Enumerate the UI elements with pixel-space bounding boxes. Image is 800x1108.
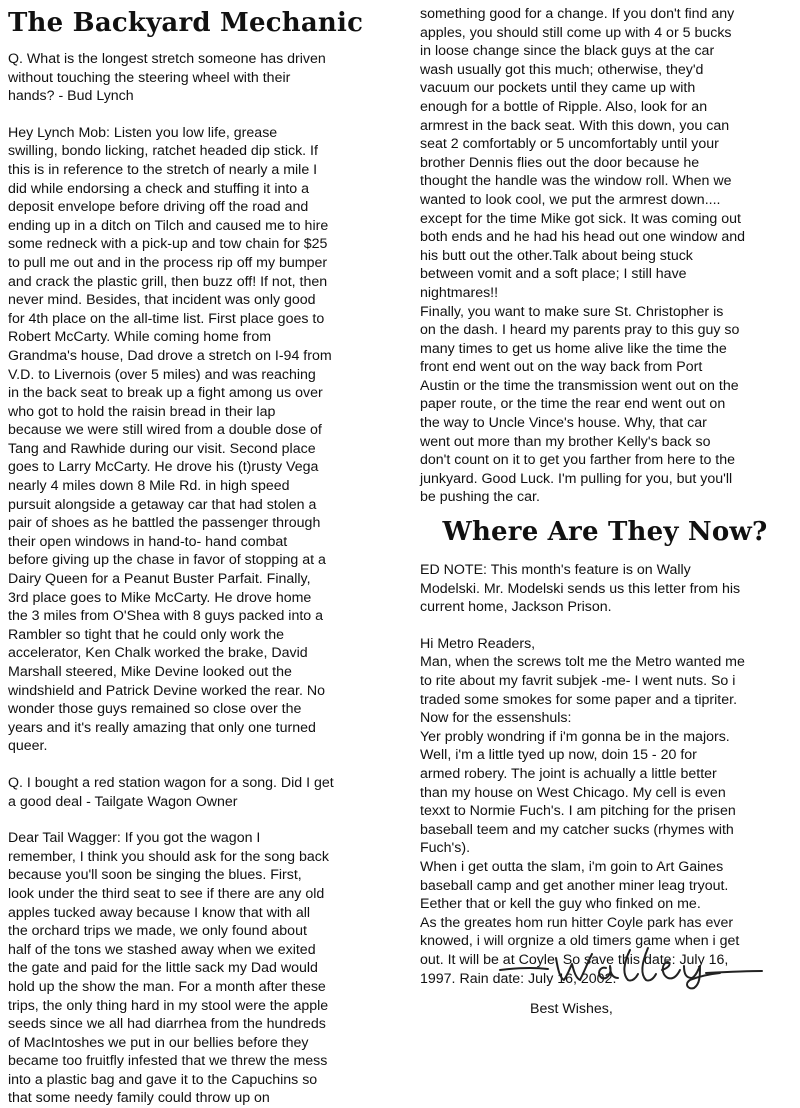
text-line: Man, when the screws tolt me the Metro wanted me [420,654,745,671]
text-line: current home, Jackson Prison. [420,599,612,616]
text-line: their open windows in hand-to- hand combat [8,533,288,550]
where-are-they-now-title: Where Are They Now? [442,517,768,548]
text-line: 1997. Rain date: July 16, 2002. [420,970,617,987]
text-line: many times to get us home alive like the time the [420,340,727,357]
text-line: because we were still wired from a double dose of [8,422,322,439]
text-line: baseball teem and my catcher sucks (rhymes with [420,821,734,838]
text-line: V.D. to Livernois (over 5 miles) and was reaching [8,366,316,383]
text-line: As the greates hom run hitter Coyle park has ever [420,914,734,931]
text-line: windshield and Patrick Devine worked the rear. No [8,682,326,699]
text-line: 3rd place goes to Mike McCarty. He drove home [8,589,312,606]
text-line: became too fruitfly infested that we threw the mess [8,1053,328,1070]
text-line: Q. I bought a red station wagon for a song. Did I get [8,774,334,791]
text-line: armed robery. The joint is achually a little better [420,765,717,782]
text-line: knowed, i will orgnize a old timers game when i get [420,933,740,950]
text-line: something good for a change. If you don't find any [420,6,735,22]
text-line: did while endorsing a check and stuffing it into a [8,180,310,197]
text-line: Robert McCarty. While coming home from [8,329,272,346]
text-line: trips, the only thing hard in my stool were the apple [8,997,329,1014]
text-line: Eether that or kell the guy who finked on me. [420,896,701,913]
text-line: Hey Lynch Mob: Listen you low life, grease [8,124,278,141]
text-line: seeds since we all had diarrhea from the hundreds [8,1016,326,1033]
text-line: Grandma's house, Dad drove a stretch on I-94 from [8,347,332,364]
text-line: seat 2 comfortably or 5 uncomfortably until your [420,136,719,153]
text-line: who got to hold the raisin bread in their lap [8,403,276,420]
text-line: nearly 4 miles down 8 Mile Rd. in high speed [8,478,290,495]
text-line: apples tucked away because I know that with all [8,904,311,921]
text-line: When i get outta the slam, i'm goin to Art Gaines [420,858,724,875]
text-line: junkyard. Good Luck. I'm pulling for you, but you'll [420,470,733,487]
text-line: enough for a bottle of Ripple. Also, look for an [420,98,708,115]
text-line: hands? - Bud Lynch [8,88,134,105]
text-line: Modelski. Mr. Modelski sends us this letter from his [420,580,741,597]
text-line: Q. What is the longest stretch someone has driven [8,51,326,67]
text-line: Well, i'm a little tyed up now, doin 15 - 20 for [420,747,697,764]
text-line: his butt out the other.Talk about being stuck [420,247,693,264]
text-line: paper route, or the time the rear end went out on [420,396,726,413]
text-line: Tang and Rawhide during our visit. Second place [8,440,316,457]
text-line: front end went out on the way back from Port [420,359,703,376]
text-line: the way to Uncle Vince's house. Why, that car [420,415,707,432]
text-line: queer. [8,738,48,755]
text-line: to rite about my favrit subjek -me- I went nuts. So i [420,673,736,689]
text-line: traded some smokes for some paper and a tipriter. [420,691,738,708]
signoff: Best Wishes, [530,1001,613,1018]
text-line: armrest in the back seat. With this down, you can [420,117,730,134]
text-line: between vomit and a soft place; I still have [420,266,687,283]
text-line: half of the tons we stashed away when we exited [8,941,316,958]
text-line: because you'll soon be singing the blues. First, [8,867,302,884]
text-line: a good deal - Tailgate Wagon Owner [8,793,238,810]
text-line: texxt to Normie Fuch's. I am pitching for the prisen [420,803,736,820]
text-line: than my house on West Chicago. My cell is even [420,784,726,801]
editor-note [420,561,790,617]
text-line: that some needy family could throw up on [8,1090,270,1107]
text-line: and crack the plastic grill, then buzz off! If not, then [8,273,328,290]
text-line: both ends and he had his head out one window and [420,229,745,246]
letter-body [420,635,790,988]
text-line: on the dash. I heard my parents pray to this guy so [420,322,740,339]
handwritten-signature [496,940,766,990]
text-line: in the back seat to break up a fight among us over [8,385,323,402]
text-line: into a plastic bag and gave it to the Capuchins so [8,1071,318,1088]
text-line: pursuit alongside a getaway car that had stolen a [8,496,317,513]
text-line: of MacIntoshes we put in our bellies before they [8,1034,309,1051]
text-line: to pull me out and in the process rip off my bumper [8,254,328,271]
text-line: accelerator, Ken Chalk worked the brake, David [8,645,308,662]
text-line: some redneck with a pick-up and tow chain for $25 [8,236,328,253]
text-line: the gate and paid for the little sack my Dad would [8,960,318,977]
text-line: Now for the essenshuls: [420,710,572,727]
text-line: baseball camp and get another miner leag tryout. [420,877,729,894]
text-line: never mind. Besides, that incident was only good [8,292,316,309]
text-line: before giving up the chase in favor of stopping at a [8,552,326,569]
backyard-mechanic-title: The Backyard Mechanic [8,8,364,38]
text-line: ED NOTE: This month's feature is on Wally [420,562,691,579]
text-line: remember, I think you should ask for the song back [8,848,329,865]
text-line: wash usually got this much; otherwise, they'd [420,61,704,78]
text-line: wonder those guys remained so close over the [8,701,302,718]
question-2 [8,774,400,811]
text-line: Finally, you want to make sure St. Christopher is [420,303,724,320]
text-line: pair of shoes as he battled the passenger through [8,515,321,532]
question-1 [8,50,400,106]
text-line: out. It will be at Coyle. So save this date: July 16, [420,951,729,968]
text-line: Marshall steered, Mike Devine looked out the [8,664,292,680]
text-line: without touching the steering wheel with their [8,69,291,86]
text-line: Dear Tail Wagger: If you got the wagon I [8,830,261,847]
text-line: don't count on it to get you farther from here to the [420,452,736,469]
text-line: the 3 miles from O'Shea with 8 guys packed into a [8,608,323,625]
answer-2-continued [420,5,790,507]
text-line: wanted to look cool, we put the armrest down.... [420,191,721,208]
text-line: vacuum our pockets until they came up with [420,80,696,97]
text-line: deposit envelope before driving off the road and [8,199,309,216]
text-line: went out more than my brother Kelly's back so [420,433,711,450]
text-line: Dairy Queen for a Peanut Buster Parfait. Finally, [8,571,311,588]
answer-2 [8,829,400,1108]
text-line: look under the third seat to see if there are any old [8,885,325,902]
text-line: in loose change since the black guys at the car [420,43,715,60]
text-line: Hi Metro Readers, [420,635,536,652]
text-line: Austin or the time the transmission went out on the [420,377,739,394]
text-line: hold up the show the man. For a month after these [8,978,326,995]
text-line: nightmares!! [420,284,499,301]
text-line: Fuch's). [420,840,471,857]
text-line: years and it's really amazing that only one turned [8,719,316,736]
text-line: apples, you should still come up with 4 or 5 bucks [420,24,732,41]
answer-1 [8,124,400,756]
text-line: swilling, bondo licking, ratchet headed dip stick. If [8,143,318,160]
text-line: ending up in a ditch on Tilch and caused me to hire [8,217,329,234]
text-line: Yer probly wondring if i'm gonna be in the majors. [420,728,730,745]
text-line: for 4th place on the all-time list. First place goes to [8,310,325,327]
text-line: thought the handle was the window roll. When we [420,173,732,190]
text-line: this is in reference to the stretch of nearly a mile I [8,161,318,178]
text-line: Rambler so tight that he could only work the [8,626,285,643]
text-line: the orchard trips we made, we only found about [8,923,307,940]
text-line: brother Dennis flies out the door because he [420,154,700,171]
text-line: except for the time Mike got sick. It was coming out [420,210,741,227]
text-line: goes to Larry McCarty. He drove his (t)rusty Vega [8,459,319,476]
right-column [420,5,790,1019]
text-line: be pushing the car. [420,489,540,506]
left-column [8,6,400,1108]
